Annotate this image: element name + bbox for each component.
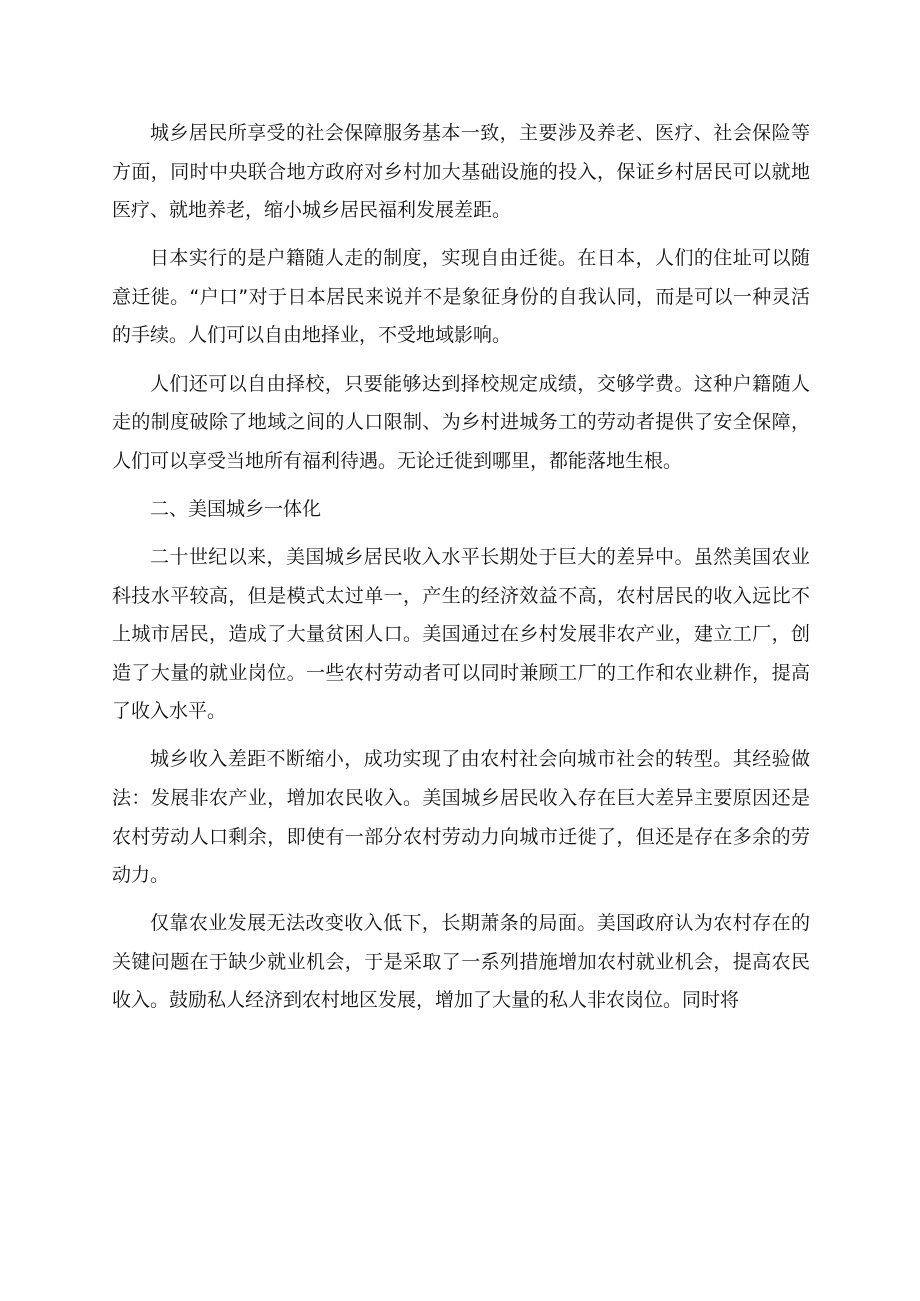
paragraph-social-security: 城乡居民所享受的社会保障服务基本一致，主要涉及养老、医疗、社会保险等方面，同时中央联合地方政府对乡村加大基础设施的投入，保证乡村居民可以就地医疗、就地养老，缩小城乡居民福利发展差距。 <box>112 122 810 222</box>
paragraph-free-school-choice: 人们还可以自由择校，只要能够达到择校规定成绩，交够学费。这种户籍随人走的制度破除了地域之间的人口限制、为乡村进城务工的劳动者提供了安全保障，人们可以享受当地所有福利待遇。无论迁徙到哪里，都能落地生根。 <box>112 372 810 472</box>
paragraph-japan-household-registration: 日本实行的是户籍随人走的制度，实现自由迁徙。在日本，人们的住址可以随意迁徙。“户口”对于日本居民来说并不是象征身份的自我认同，而是可以一种灵活的手续。人们可以自由地择业，不受地域影响。 <box>112 247 810 347</box>
paragraph-rural-employment: 仅靠农业发展无法改变收入低下，长期萧条的局面。美国政府认为农村存在的关键问题在于缺少就业机会，于是采取了一系列措施增加农村就业机会，提高农民收入。鼓励私人经济到农村地区发展，增加了大量的私人非农岗位。同时将 <box>112 912 810 1012</box>
paragraph-non-farm-industry: 城乡收入差距不断缩小，成功实现了由农村社会向城市社会的转型。其经验做法：发展非农产业，增加农民收入。美国城乡居民收入存在巨大差异主要原因还是农村劳动人口剩余，即使有一部分农村劳动力向城市迁徙了，但还是存在多余的劳动力。 <box>112 748 810 887</box>
paragraph-us-income-gap: 二十世纪以来，美国城乡居民收入水平长期处于巨大的差异中。虽然美国农业科技水平较高，但是模式太过单一，产生的经济效益不高，农村居民的收入远比不上城市居民，造成了大量贫困人口。美国通过在乡村发展非农产业，建立工厂，创造了大量的就业岗位。一些农村劳动者可以同时兼顾工厂的工作和农业耕作，提高了收入水平。 <box>112 545 810 723</box>
document-page <box>112 114 810 1030</box>
section-heading-us-integration: 二、美国城乡一体化 <box>150 497 322 520</box>
